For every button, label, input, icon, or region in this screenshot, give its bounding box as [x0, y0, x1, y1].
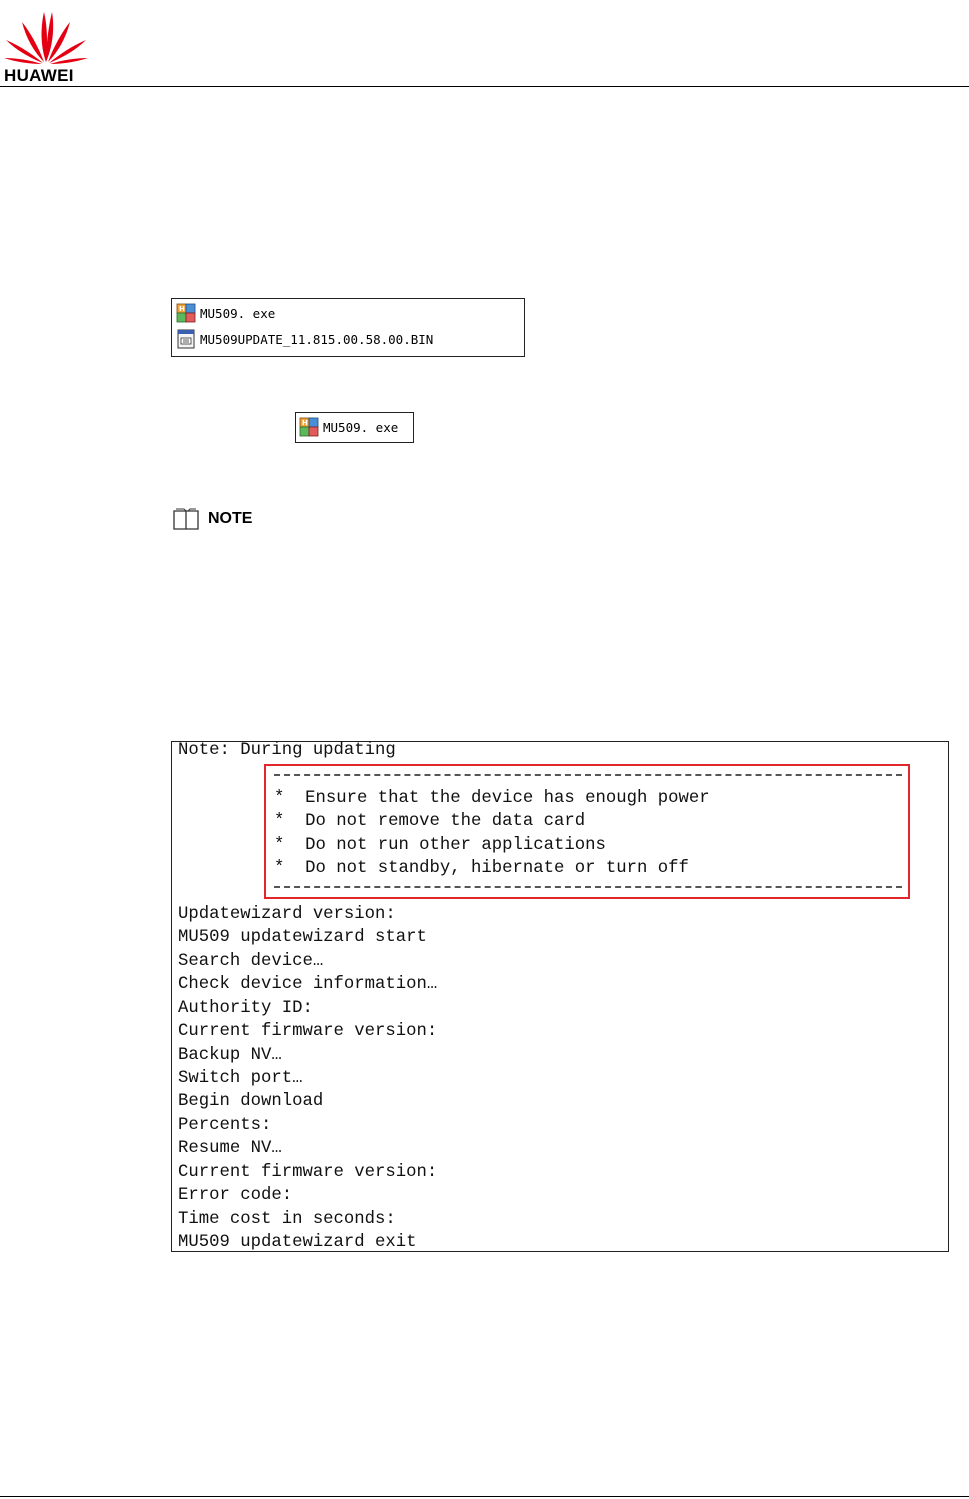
dashed-divider: [274, 774, 902, 776]
warning-line: * Do not run other applications: [274, 836, 606, 855]
console-line: Backup NV…: [178, 1046, 282, 1065]
warning-line: * Do not remove the data card: [274, 812, 586, 831]
file-row-bin[interactable]: [175, 328, 433, 350]
console-line: Time cost in seconds:: [178, 1210, 396, 1229]
file-name: MU509UPDATE_11.815.00.58.00.BIN: [200, 331, 434, 347]
bin-file-icon: [175, 328, 197, 350]
console-line: Current firmware version:: [178, 1022, 438, 1041]
file-package-box: [171, 298, 525, 357]
console-line: Percents:: [178, 1116, 272, 1135]
console-line: Switch port…: [178, 1069, 303, 1088]
warning-box: [264, 764, 910, 899]
footer-divider: [0, 1496, 969, 1497]
svg-text:H: H: [302, 419, 308, 427]
console-line: MU509 updatewizard start: [178, 928, 427, 947]
updater-exe-icon: [298, 416, 320, 438]
brand-wordmark: HUAWEI: [4, 66, 74, 85]
header-divider: [0, 86, 969, 87]
svg-text:H: H: [179, 305, 185, 313]
console-line: Current firmware version:: [178, 1163, 438, 1182]
file-row-exe-inline[interactable]: [298, 416, 398, 438]
console-title: Note: During updating: [178, 741, 396, 760]
book-icon: [172, 507, 202, 531]
note-heading: [172, 505, 252, 533]
console-line: Resume NV…: [178, 1139, 282, 1158]
console-line: MU509 updatewizard exit: [178, 1233, 417, 1252]
dashed-divider: [274, 886, 902, 888]
warning-line: * Ensure that the device has enough power: [274, 789, 710, 808]
file-row-exe[interactable]: [175, 302, 275, 324]
console-line: Search device…: [178, 952, 324, 971]
console-line: Begin download: [178, 1092, 324, 1111]
update-console-window: [171, 741, 949, 1252]
updater-exe-icon: [175, 302, 197, 324]
page-header: [0, 0, 969, 88]
warning-line: * Do not standby, hibernate or turn off: [274, 859, 689, 878]
console-line: Updatewizard version:: [178, 905, 396, 924]
console-line: Error code:: [178, 1186, 293, 1205]
huawei-logo-icon: [0, 0, 92, 66]
console-line: Check device information…: [178, 975, 438, 994]
console-line: Authority ID:: [178, 999, 313, 1018]
note-label: NOTE: [208, 510, 253, 527]
file-name: MU509. exe: [200, 305, 276, 321]
exe-inline-box[interactable]: [295, 412, 414, 443]
file-name: MU509. exe: [323, 419, 399, 435]
